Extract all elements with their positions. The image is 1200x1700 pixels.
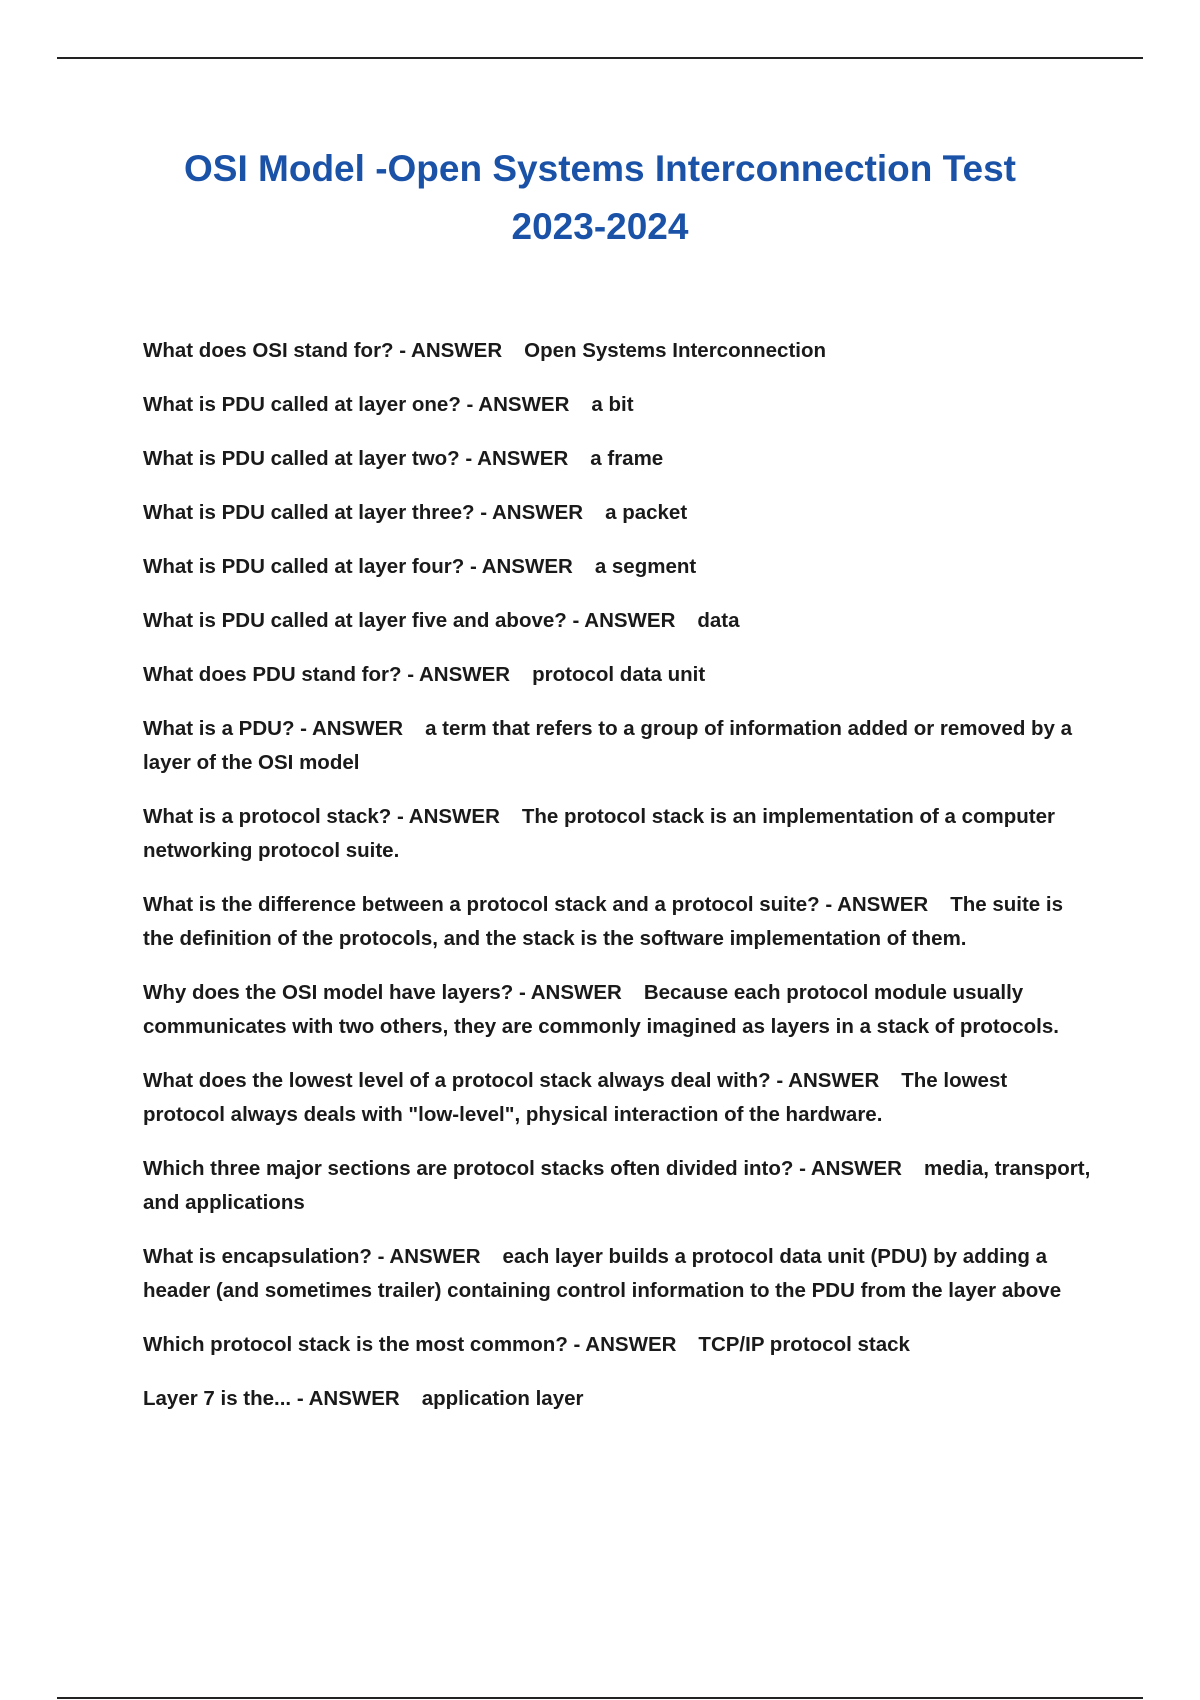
qa-list (143, 334, 1093, 1436)
question-text: What is PDU called at layer one? - ANSWER (143, 393, 570, 416)
answer-text: each layer builds a protocol data unit (PDU) by adding a header (and sometimes trailer) containing control information to the PDU from the layer above (143, 1245, 1062, 1302)
question-text: What is encapsulation? - ANSWER (143, 1245, 481, 1268)
qa-item (143, 334, 1093, 368)
answer-text: a frame (590, 447, 664, 470)
top-rule (57, 57, 1143, 59)
answer-text: protocol data unit (532, 663, 706, 686)
answer-text: media, transport, and applications (143, 1157, 1091, 1214)
qa-item (143, 800, 1093, 868)
qa-item (143, 1328, 1093, 1362)
question-text: What is PDU called at layer three? - ANSWER (143, 501, 584, 524)
answer-text: Open Systems Interconnection (524, 339, 827, 362)
qa-item (143, 1240, 1093, 1308)
qa-item (143, 658, 1093, 692)
question-text: What is PDU called at layer five and above? - ANSWER (143, 609, 676, 632)
question-text: Which three major sections are protocol stacks often divided into? - ANSWER (143, 1157, 902, 1180)
answer-text: a bit (591, 393, 634, 416)
question-text: What is a protocol stack? - ANSWER (143, 805, 500, 828)
question-text: What does the lowest level of a protocol stack always deal with? - ANSWER (143, 1069, 880, 1092)
answer-text: a segment (594, 555, 697, 578)
qa-item (143, 1064, 1093, 1132)
qa-item (143, 1382, 1093, 1416)
bottom-rule (57, 1697, 1143, 1699)
title-line-2: 2023-2024 (511, 206, 689, 247)
qa-item (143, 388, 1093, 422)
question-text: What is the difference between a protocol stack and a protocol suite? - ANSWER (143, 893, 929, 916)
answer-text: a term that refers to a group of information added or removed by a layer of the OSI model (143, 717, 1073, 774)
question-text: What is a PDU? - ANSWER (143, 717, 404, 740)
page-title (100, 140, 1100, 256)
qa-item (143, 712, 1093, 780)
question-text: Which protocol stack is the most common? - ANSWER (143, 1333, 677, 1356)
qa-item (143, 976, 1093, 1044)
qa-item (143, 888, 1093, 956)
answer-text: The lowest protocol always deals with "low-level", physical interaction of the hardware. (143, 1069, 1008, 1126)
title-line-1: OSI Model -Open Systems Interconnection Test (184, 148, 1016, 189)
answer-text: Because each protocol module usually communicates with two others, they are commonly imagined as layers in a stack of protocols. (143, 981, 1059, 1038)
answer-text: a packet (605, 501, 688, 524)
qa-item (143, 1152, 1093, 1220)
question-text: What does PDU stand for? - ANSWER (143, 663, 511, 686)
answer-text: data (697, 609, 740, 632)
qa-item (143, 496, 1093, 530)
question-text: What is PDU called at layer two? - ANSWER (143, 447, 569, 470)
answer-text: The protocol stack is an implementation of a computer networking protocol suite. (143, 805, 1055, 862)
qa-item (143, 604, 1093, 638)
answer-text: TCP/IP protocol stack (698, 1333, 910, 1356)
question-text: Why does the OSI model have layers? - ANSWER (143, 981, 622, 1004)
answer-text: The suite is the definition of the protocols, and the stack is the software implementation of them. (143, 893, 1063, 950)
question-text: What is PDU called at layer four? - ANSWER (143, 555, 573, 578)
qa-item (143, 442, 1093, 476)
qa-item (143, 550, 1093, 584)
answer-text: application layer (421, 1387, 584, 1410)
question-text: What does OSI stand for? - ANSWER (143, 339, 503, 362)
question-text: Layer 7 is the... - ANSWER (143, 1387, 400, 1410)
